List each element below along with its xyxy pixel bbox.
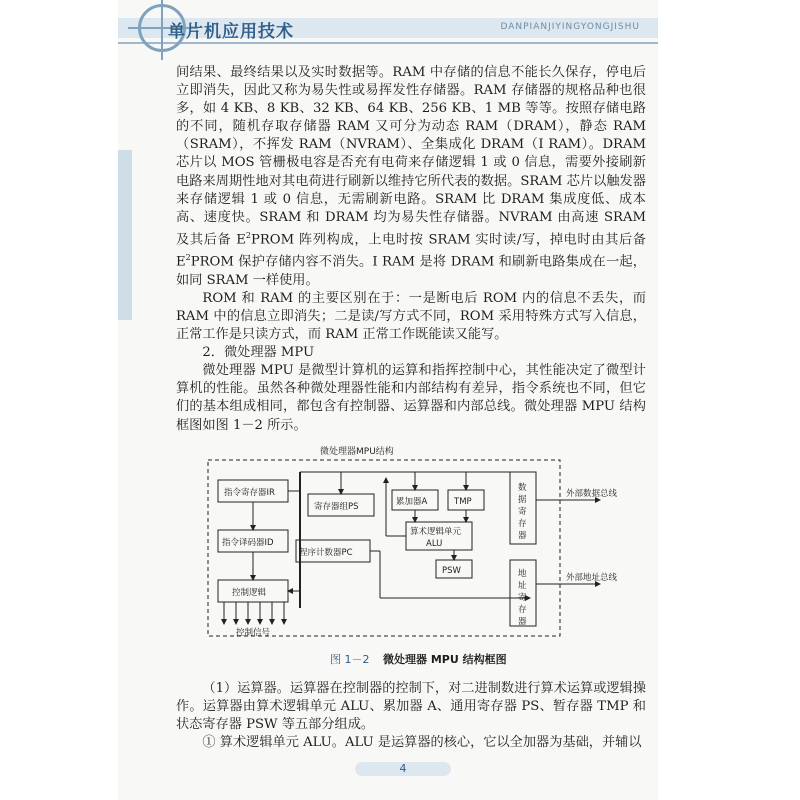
paragraph-alu-detail: ① 算术逻辑单元 ALU。ALU 是运算器的核心，它以全加器为基础，并辅以 bbox=[202, 735, 642, 751]
figure-title: 微处理器MPU结构 bbox=[320, 447, 394, 457]
page-number-badge bbox=[355, 762, 451, 776]
label-id: 指令译码器ID bbox=[222, 538, 274, 548]
figure-mpu-block-diagram bbox=[200, 438, 640, 648]
label-ir: 指令寄存器IR bbox=[224, 488, 275, 498]
label-tmp: TMP bbox=[454, 497, 472, 507]
figure-number: 图 1－2 bbox=[330, 653, 370, 666]
label-pc: 程序计数器PC bbox=[299, 548, 353, 558]
label-control-logic: 控制逻辑 bbox=[232, 588, 267, 598]
mpu-boundary bbox=[208, 460, 560, 636]
label-alu-line1: 算术逻辑单元 bbox=[410, 527, 462, 537]
side-tab-marker bbox=[118, 150, 132, 320]
label-ps: 寄存器组PS bbox=[314, 502, 359, 512]
figure-caption-title: 微处理器 MPU 结构框图 bbox=[383, 653, 507, 666]
paragraph-alu-intro: （1）运算器。运算器在控制器的控制下，对二进制数进行算术运算或逻辑操作。运算器由算术逻辑单元 ALU、累加器 A、通用寄存器 PS、暂存器 TMP 和状态寄存器 PSW 等五部分组成。 bbox=[176, 681, 646, 733]
book-title-pinyin: DANPIANJIYINGYONGJISHU bbox=[500, 22, 640, 32]
body-section-bottom bbox=[176, 680, 646, 752]
book-title: 单片机应用技术 bbox=[168, 22, 294, 42]
page-number: 4 bbox=[399, 762, 407, 775]
svg-text:数据寄存器: 数据寄存器 bbox=[518, 483, 527, 541]
label-alu-line2: ALU bbox=[426, 539, 443, 549]
diagram-svg bbox=[200, 438, 640, 648]
label-control-signal: 控制信号 bbox=[236, 628, 271, 638]
label-external-address-bus: 外部地址总线 bbox=[566, 573, 618, 583]
paragraph-mpu: 微处理器 MPU 是微型计算机的运算和指挥控制中心，其性能决定了微型计算机的性能。虽然各种微处理器性能和内部结构有差异，指令系统也不同，但它们的基本组成相同，都包含有控制器、运算器和内部总线。微处理器 MPU 结构框图如图 1－2 所示。 bbox=[176, 363, 646, 433]
section-heading-mpu: 2．微处理器 MPU bbox=[202, 345, 315, 361]
header-rule bbox=[118, 42, 658, 44]
body-section-top bbox=[176, 64, 646, 435]
label-external-data-bus: 外部数据总线 bbox=[566, 489, 618, 499]
label-acc: 累加器A bbox=[396, 497, 428, 507]
label-psw: PSW bbox=[442, 566, 461, 576]
paragraph-rom-ram-diff: ROM 和 RAM 的主要区别在于：一是断电后 ROM 内的信息不丢失，而 RAM 中的信息立即消失；二是读/写方式不同，ROM 采用特殊方式写入信息，正常工作是只读方式，而 RAM 正常工作既能读又能写。 bbox=[176, 290, 646, 343]
page-header bbox=[118, 0, 658, 60]
paragraph-ram: 间结果、最终结果以及实时数据等。RAM 中存储的信息不能长久保存，停电后立即消失，因此又称为易失性或易挥发性存储器。RAM 存储器的规格品种也很多，如 4 KB、8 KB、32 KB、64 KB、256 KB、1 MB 等等。按照存储电路的不同，随机存取存储器 RAM 又可分为动态 RAM（DRAM），静态 RAM（SRAM），不挥发 RAM（NVRAM）、全集成化 DRAM（I RAM）。DRAM 芯片以 MOS 管栅极电容是否充有电荷来存储逻辑 1 或 0 信息，需要外接刷新电路来周期性地对其电荷进行刷新以维持它所代表的数据。SRAM 芯片以触发器来存储逻辑 1 或 0 信息，无需刷新电路。SRAM 比 DRAM 集成度低、成本高、速度快。SRAM 和 DRAM 均为易失性存储器。NVRAM 由高速 SRAM 及其后备 $E^2PROM$ 阵列构成，上电时按 SRAM 实时读/写，掉电时由其后备 $E^2PROM$ 保护存储内容不消失。I RAM 是将 DRAM 和刷新电路集成在一起，如同 SRAM 一样使用。 bbox=[176, 65, 646, 288]
svg-text:地址寄存器: 地址寄存器 bbox=[518, 569, 527, 627]
figure-caption bbox=[330, 651, 507, 667]
